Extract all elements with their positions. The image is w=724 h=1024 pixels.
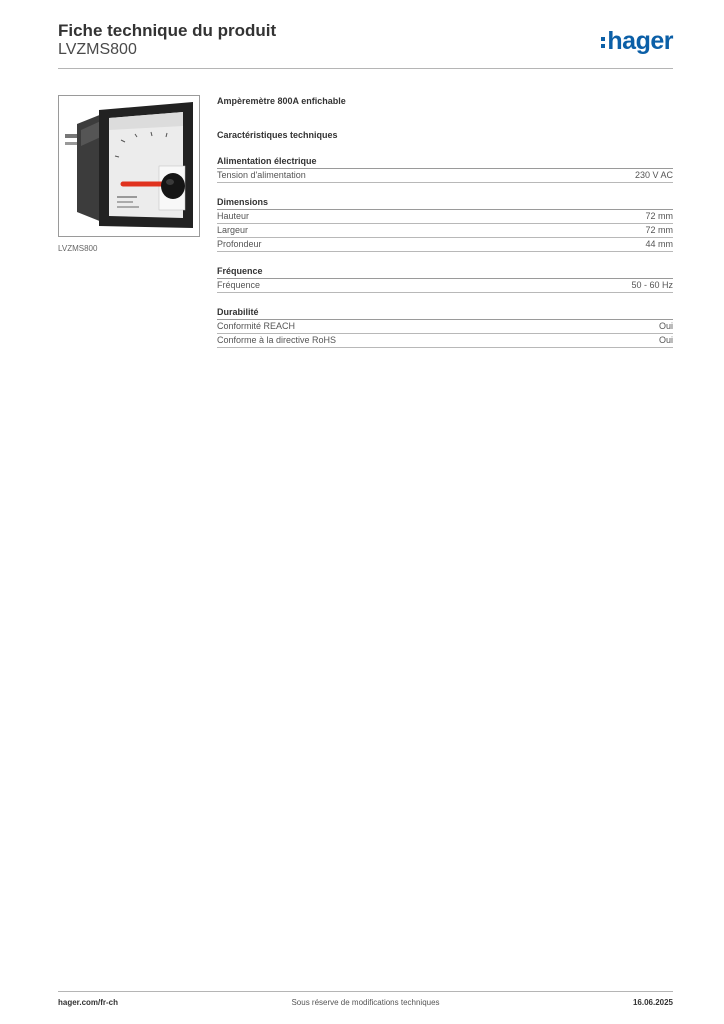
product-image-caption: LVZMS800 [58,244,98,253]
spec-group-title: Fréquence [217,266,673,279]
spec-label: Tension d'alimentation [217,170,306,180]
spec-label: Profondeur [217,239,262,249]
product-name: Ampèremètre 800A enfichable [217,96,346,106]
spec-content [217,96,673,348]
spec-value: 72 mm [645,211,673,221]
spec-row [217,279,673,293]
spec-label: Hauteur [217,211,250,221]
footer-divider [58,991,673,992]
footer-website-link[interactable]: hager.com/fr-ch [58,998,119,1007]
spec-label: Conforme à la directive RoHS [217,335,337,345]
spec-label: Fréquence [217,280,261,290]
spec-group-durability [217,307,673,348]
spec-group-dimensions [217,197,673,252]
spec-value: 50 - 60 Hz [631,280,673,290]
spec-group-title: Durabilité [217,307,673,320]
spec-label: Largeur [217,225,249,235]
hager-logo [601,26,673,56]
spec-row [217,169,673,183]
spec-row [217,320,673,334]
spec-value: Oui [658,335,673,345]
logo-dots-icon [601,37,605,48]
header-divider [58,68,673,69]
footer-disclaimer: Sous réserve de modifications techniques [291,998,440,1007]
document-subtitle: LVZMS800 [58,41,137,58]
spec-row [217,210,673,224]
document-title: Fiche technique du produit [58,21,277,40]
spec-value: 44 mm [645,239,673,249]
spec-group-title: Dimensions [217,197,673,210]
spec-group-title: Alimentation électrique [217,156,673,169]
spec-row [217,334,673,348]
section-title: Caractéristiques techniques [217,130,338,140]
spec-group-frequency [217,266,673,293]
footer-date: 16.06.2025 [632,998,673,1007]
spec-value: 72 mm [645,225,673,235]
spec-row [217,238,673,252]
page-header [58,20,673,70]
spec-value: 230 V AC [634,170,673,180]
ammeter-illustration [59,96,199,236]
spec-label: Conformité REACH [217,321,296,331]
logo-text: hager [607,26,673,55]
spec-value: Oui [658,321,673,331]
product-image [58,95,200,237]
spec-row [217,224,673,238]
spec-group-power [217,156,673,183]
